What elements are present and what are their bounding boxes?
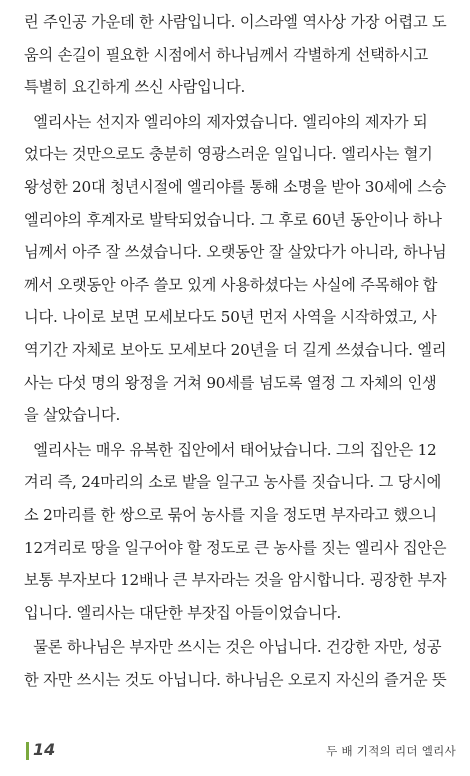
accent-bar	[26, 742, 29, 760]
text-line: 사는 다섯 명의 왕정을 거쳐 90세를 넘도록 열정 그 자체의 인생	[24, 373, 437, 392]
text-line: 움의 손길이 필요한 시점에서 하나님께서 각별하게 선택하시고	[24, 45, 429, 64]
text-line: 12겨리로 땅을 일구어야 할 정도로 큰 농사를 짓는 엘리사 집안은	[24, 538, 447, 557]
text-line: 소 2마리를 한 쌍으로 묶어 농사를 지을 정도면 부자라고 했으니	[24, 505, 437, 524]
text-line: 엘리야의 후계자로 발탁되었습니다. 그 후로 60년 동안이나 하나	[24, 210, 442, 229]
text-line: 겨리 즉, 24마리의 소로 밭을 일구고 농사를 짓습니다. 그 당시에	[24, 473, 442, 492]
text-line: 물론 하나님은 부자만 쓰시는 것은 아닙니다. 건강한 자만, 성공	[24, 638, 442, 657]
text-line: 린 주인공 가운데 한 사람입니다. 이스라엘 역사상 가장 어렵고 도	[24, 13, 447, 31]
text-line: 님께서 아주 잘 쓰셨습니다. 오랫동안 잘 살았다가 아니라, 하나님	[24, 243, 447, 262]
text-line: 니다. 나이로 보면 모세보다도 50년 먼저 사역을 시작하였고, 사	[24, 308, 437, 327]
paragraph	[24, 434, 460, 630]
text-line: 보통 부자보다 12배나 큰 부자라는 것을 암시합니다. 굉장한 부자	[24, 571, 447, 590]
text-line: 한 자만 쓰시는 것도 아닙니다. 하나님은 오로지 자신의 즐거운 뜻	[24, 670, 447, 689]
page-number: 14	[33, 740, 56, 759]
paragraph	[24, 106, 460, 432]
page-footer	[0, 736, 470, 766]
paragraph	[24, 6, 460, 104]
running-title: 두 배 기적의 리더 엘리사	[326, 744, 456, 758]
text-line: 엘리사는 매우 유복한 집안에서 태어났습니다. 그의 집안은 12	[24, 440, 437, 459]
text-line: 특별히 요긴하게 쓰신 사람입니다.	[24, 78, 246, 97]
text-line: 왕성한 20대 청년시절에 엘리야를 통해 소명을 받아 30세에 스승	[24, 177, 447, 196]
text-line: 엘리사는 선지자 엘리야의 제자였습니다. 엘리야의 제자가 되	[24, 112, 428, 131]
body-text	[24, 6, 460, 696]
paragraph	[24, 631, 460, 696]
text-line: 께서 오랫동안 아주 쓸모 있게 사용하셨다는 사실에 주목해야 합	[24, 275, 438, 294]
text-line: 었다는 것만으로도 충분히 영광스러운 일입니다. 엘리사는 혈기	[24, 145, 433, 164]
text-line: 을 살았습니다.	[24, 406, 121, 425]
text-line: 입니다. 엘리사는 대단한 부잣집 아들이었습니다.	[24, 603, 342, 622]
text-line: 역기간 자체로 보아도 모세보다 20년을 더 길게 쓰셨습니다. 엘리	[24, 340, 447, 359]
